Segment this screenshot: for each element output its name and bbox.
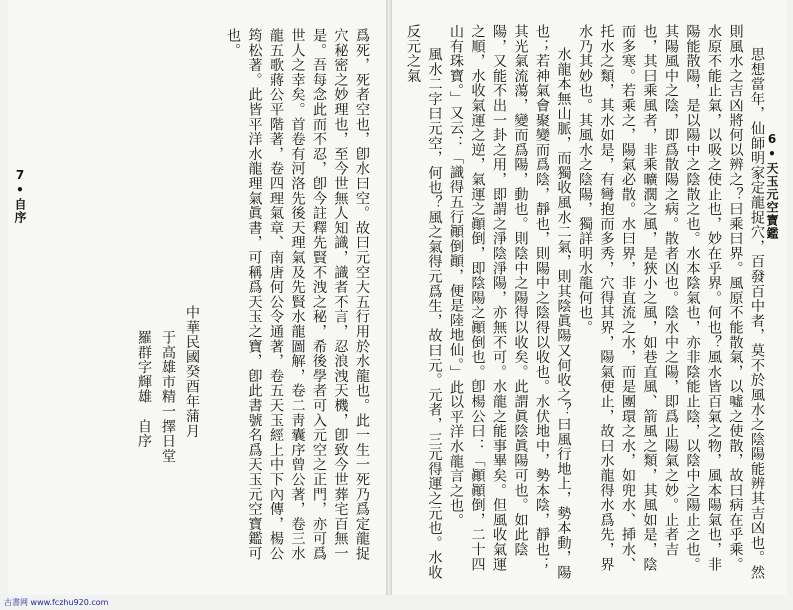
- page-header: 7•自序: [13, 168, 27, 224]
- paragraph: 水龍本無山脈，而獨收風水二氣，則其陰眞陽又何收之？曰風行地上，勢本動，陽也；若神氣會聚變而爲陰，靜也，則陽中之陰得以收也。水伏地中，勢本陰，靜也；其光氣流蕩，變而爲陽，動也。則陰中之陽得以收矣。此謂眞陰眞陽可也。如此陰陽，又能不出一卦之用，即謂之淨陰淨陽，亦無不可。水龍之能事畢矣。但風收氣運之順，水收氣運之逆，氣運之顚倒，即陰陽之顚倒也。卽楊公曰：「顚顚倒，二十四山有珠寶。」又云：「識得五行顚倒顚，便是陸地仙。」此以平洋水龍言之也。: [448, 24, 572, 580]
- body-text: [407, 24, 767, 584]
- paragraph: 思想當年，仙師明家定龍捉穴，百發百中者，莫不於風水之陰陽能辨其吉凶也。然則風水之吉凶將何以辨之？曰乘曰界。風原不能散氣，以噓之使散，故曰病在乎乘。水原不能止氣，以吸之使止也，妙在乎界。何也？風水皆百氣之物，風本陽氣也，非陽能散陽，是以陽中之陰散之也。水本陰氣也，亦非陰能止陰，以陰中之陽止之也。其陽風中之陰，即爲散陽之病。散者凶也。陰水中之陽，即爲止陽氣之妙。止者吉也，其曰乘風者，非乘曠濶之風，是狹小之風，如巷直風、箭風之類，其風如是，陰而多寒。若乘之，陽氣必散。水曰界，非直流之水，而是團環之水，如兜水、揷水、托水之類，其水如是，有彎抱而多秀，穴得其界，陽氣便止，故曰水龍得水爲先，界水乃其妙也。其風水之陰陽，獨詳明水龍何也。: [577, 24, 765, 580]
- paragraph: 爲死，死者空也，卽水曰空。故曰元空大五行用於水龍也。此一生一死乃爲定龍捉穴秘密之妙理也，至今世無人知識，識者不言，忍浪洩天機，卽致今世葬宅百無一是。吾每念此而不忍，卽今註釋先賢不洩之秘，希後學者可入元空之正門，亦可爲世人之幸矣。首卷有河洛先後天理氣及先賢水龍圖解，卷二靑囊序曾公著，卷三水龍五歌蔣公平階著，卷四理氣章、南唐何公令通著，卷五天玉經上中下內傳，楊公筠松著。此皆平洋水龍理氣眞書，可稱爲天玉之寶，卽此書號名爲天玉元空寶鑑可也。: [225, 28, 370, 561]
- signature-place: 于高雄市精一擇日堂: [160, 330, 176, 464]
- paragraph: 風水二字曰元空，何也？風之氣得元爲生，故曰元。元者，三元得運之元也。水收反元之氣: [405, 24, 443, 580]
- signature-date: 中華民國癸酉年蒲月: [184, 305, 200, 439]
- right-page: [392, 0, 787, 595]
- page-header: 6•天玉元空寶鑑: [765, 132, 779, 240]
- signature-author: 羅群字輝雄 自序: [136, 330, 152, 449]
- source-watermark: 古書网 www.fczhu920.com: [4, 598, 109, 607]
- body-text: [72, 28, 372, 568]
- left-page: [8, 0, 386, 595]
